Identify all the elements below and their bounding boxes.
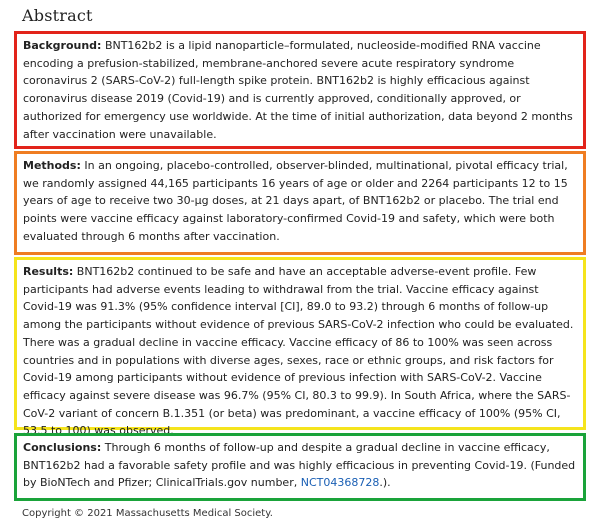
background-section [14,31,586,149]
conclusions-label: Conclusions: [23,441,102,454]
results-section [14,257,586,438]
methods-section [14,151,586,255]
conclusions-text-end: .). [379,476,391,490]
results-label: Results: [23,265,74,278]
conclusions-text: Through 6 months of follow-up and despite a gradual decline in vaccine efficacy, BNT162b2 had a favorable safety profile and was highly efficacious in preventing Covid-19. (Funded by BioNTech and Pfizer; ClinicalTrials.gov number, [23,441,576,490]
abstract-heading: Abstract [22,6,93,25]
background-text: BNT162b2 is a lipid nanoparticle–formulated, nucleoside-modified RNA vaccine encoding a prefusion-stabilized, membrane-anchored severe acute respiratory syndrome coronavirus 2 (SARS-CoV-2) full-length spike protein. BNT162b2 is highly efficacious against coronavirus disease 2019 (Covid-19) and is currently approved, conditionally approved, or authorized for emergency use worldwide. At the time of initial authorization, data beyond 2 months after vaccination were unavailable. [23,39,573,141]
methods-text: In an ongoing, placebo-controlled, observer-blinded, multinational, pivotal efficacy trial, we randomly assigned 44,165 participants 16 years of age or older and 2264 participants 12 to 15 years of age to receive two 30-μg doses, at 21 days apart, of BNT162b2 or placebo. The trial end points were vaccine efficacy against laboratory-confirmed Covid-19 and safety, which were both evaluated through 6 months after vaccination. [23,159,568,243]
methods-label: Methods: [23,159,81,172]
clinicaltrials-link[interactable]: NCT04368728 [300,476,380,490]
copyright-notice: Copyright © 2021 Massachusetts Medical Society. [22,508,273,519]
results-text: BNT162b2 continued to be safe and have an acceptable adverse-event profile. Few participants had adverse events leading to withdrawal from the trial. Vaccine efficacy against Covid-19 was 91.3% (95% confidence interval [CI], 89.0 to 93.2) through 6 months of follow-up among the participants without evidence of previous SARS-CoV-2 infection who could be evaluated. There was a gradual decline in vaccine efficacy. Vaccine efficacy of 86 to 100% was seen across countries and in populations with diverse ages, sexes, race or ethnic groups, and risk factors for Covid-19 among participants without evidence of previous infection with SARS-CoV-2. Vaccine efficacy against severe disease was 96.7% (95% CI, 80.3 to 99.9). In South Africa, where the SARS-CoV-2 variant of concern B.1.351 (or beta) was predominant, a vaccine efficacy of 100% (95% CI, 53.5 to 100) was observed. [23,265,574,438]
background-label: Background: [23,39,102,52]
conclusions-section [14,433,586,501]
